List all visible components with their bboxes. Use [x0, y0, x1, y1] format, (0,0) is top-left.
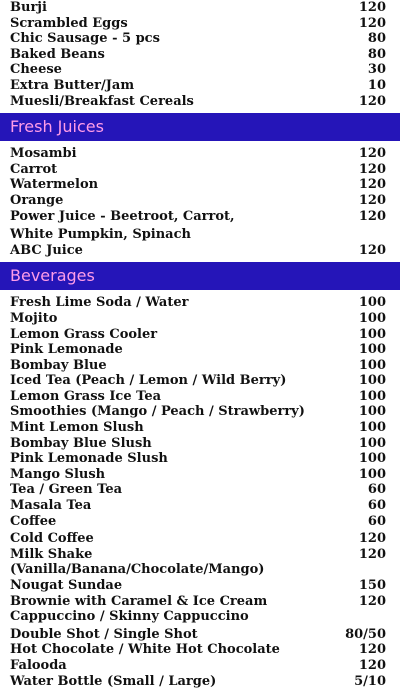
menu-item: [10, 482, 386, 498]
menu-item: [10, 578, 386, 594]
item-name: Lemon Grass Ice Tea: [10, 388, 162, 404]
menu-item: [10, 209, 386, 225]
item-name: Bombay Blue: [10, 357, 107, 373]
section-header-beverages: Beverages: [0, 262, 400, 290]
item-price: 80: [367, 46, 386, 62]
item-price: 100: [358, 357, 386, 373]
menu-item: [10, 342, 386, 358]
item-price: 60: [367, 482, 386, 498]
menu-item: [10, 467, 386, 483]
item-name: Cappuccino / Skinny Cappuccino: [10, 609, 249, 625]
item-name: Cold Coffee: [10, 531, 94, 547]
item-name: Pink Lemonade: [10, 342, 123, 358]
menu-item: [10, 451, 386, 467]
menu-item: [10, 162, 386, 178]
item-price: 100: [358, 295, 386, 311]
item-name: Coffee: [10, 513, 57, 529]
item-price: 120: [358, 93, 386, 109]
item-name: Brownie with Caramel & Ice Cream: [10, 593, 268, 609]
item-price: 100: [358, 466, 386, 482]
item-name: Water Bottle (Small / Large): [10, 673, 217, 689]
item-price: 120: [358, 161, 386, 177]
menu-item: [10, 373, 386, 389]
item-price: 60: [367, 498, 386, 514]
item-price: 150: [358, 578, 386, 593]
menu-item: [10, 78, 386, 94]
menu-item: [10, 389, 386, 405]
item-price: 120: [358, 546, 386, 562]
item-name: Mint Lemon Slush: [10, 420, 144, 436]
item-name: Nougat Sundae: [10, 578, 123, 593]
item-price: 100: [358, 404, 386, 420]
item-price: 120: [358, 146, 386, 162]
item-price: 100: [358, 388, 386, 404]
menu-item: [10, 547, 386, 578]
item-name: Carrot: [10, 161, 58, 177]
item-price: 100: [358, 373, 386, 389]
menu-item: [10, 295, 386, 311]
menu-item: [10, 0, 386, 16]
item-name: Extra Butter/Jam: [10, 77, 135, 93]
item-name: Watermelon: [10, 177, 99, 193]
item-name: Milk Shake (Vanilla/Banana/Chocolate/Mango): [10, 546, 265, 578]
item-name: Cheese: [10, 62, 62, 78]
item-name: Falooda: [10, 657, 67, 673]
item-name: Tea / Green Tea: [10, 482, 123, 498]
item-name: Pink Lemonade Slush: [10, 451, 168, 467]
menu-item: [10, 514, 386, 530]
menu-item: [10, 16, 386, 32]
item-price: 120: [358, 192, 386, 208]
item-price: 100: [358, 420, 386, 436]
item-name: Double Shot / Single Shot: [10, 626, 198, 642]
item-price: 10: [367, 77, 386, 93]
item-price: 120: [358, 593, 386, 609]
item-name: Chic Sausage - 5 pcs: [10, 31, 160, 47]
item-name: Orange: [10, 192, 64, 208]
menu-item: [10, 193, 386, 209]
item-price: 100: [358, 326, 386, 342]
item-name: Iced Tea (Peach / Lemon / Wild Berry): [10, 373, 287, 389]
menu-item: [10, 94, 386, 110]
fresh-juices-list: [0, 146, 400, 258]
beverages-list: [0, 295, 400, 689]
section-header-fresh-juices: Fresh Juices: [0, 113, 400, 141]
item-price: 120: [358, 0, 386, 15]
item-price: 100: [358, 342, 386, 358]
menu-item: [10, 243, 386, 259]
item-price: 30: [367, 62, 386, 78]
item-name: Mojito: [10, 310, 58, 326]
item-price: 120: [358, 177, 386, 193]
menu-item: [10, 62, 386, 78]
item-price: 120: [358, 657, 386, 673]
menu-item: [10, 531, 386, 547]
menu-item: [10, 31, 386, 47]
menu-item: [10, 404, 386, 420]
menu-item: [10, 436, 386, 452]
menu-item: [10, 609, 386, 625]
menu-item: [10, 594, 386, 610]
item-price: 120: [358, 642, 386, 658]
item-price: 120: [358, 208, 386, 224]
item-price: 80/50: [345, 626, 386, 642]
item-price: 80: [367, 31, 386, 47]
item-price: 120: [358, 531, 386, 547]
item-name: Fresh Lime Soda / Water: [10, 295, 189, 311]
item-name: ABC Juice: [10, 242, 83, 258]
item-name: Muesli/Breakfast Cereals: [10, 93, 194, 109]
item-name: Lemon Grass Cooler: [10, 326, 158, 342]
menu-item: [10, 311, 386, 327]
menu-item: [10, 358, 386, 374]
item-price: 100: [358, 310, 386, 326]
menu-item: [10, 642, 386, 658]
item-name: Smoothies (Mango / Peach / Strawberry): [10, 404, 305, 420]
item-name: Scrambled Eggs: [10, 15, 128, 31]
menu-item-continuation: [10, 227, 386, 243]
menu-item: [10, 47, 386, 63]
item-price: 100: [358, 435, 386, 451]
menu-item: [10, 674, 386, 690]
item-name: Burji: [10, 0, 47, 15]
item-name: Bombay Blue Slush: [10, 435, 152, 451]
menu-item: [10, 420, 386, 436]
item-price: 60: [367, 513, 386, 529]
menu-item: [10, 327, 386, 343]
menu-item: [10, 177, 386, 193]
breakfast-extras-list: [0, 0, 400, 109]
item-price: 120: [358, 15, 386, 31]
menu-item: [10, 658, 386, 674]
item-price: 100: [358, 451, 386, 467]
item-price: 5/10: [354, 673, 386, 689]
item-name: White Pumpkin, Spinach: [10, 227, 191, 243]
menu-item: [10, 146, 386, 162]
item-name: Mango Slush: [10, 466, 106, 482]
item-price: 120: [358, 242, 386, 258]
menu-item: [10, 498, 386, 514]
menu-item: [10, 627, 386, 643]
item-name: Masala Tea: [10, 498, 92, 514]
item-name: Power Juice - Beetroot, Carrot,: [10, 208, 235, 224]
item-name: Hot Chocolate / White Hot Chocolate: [10, 642, 280, 658]
item-name: Baked Beans: [10, 46, 105, 62]
item-name: Mosambi: [10, 146, 77, 162]
